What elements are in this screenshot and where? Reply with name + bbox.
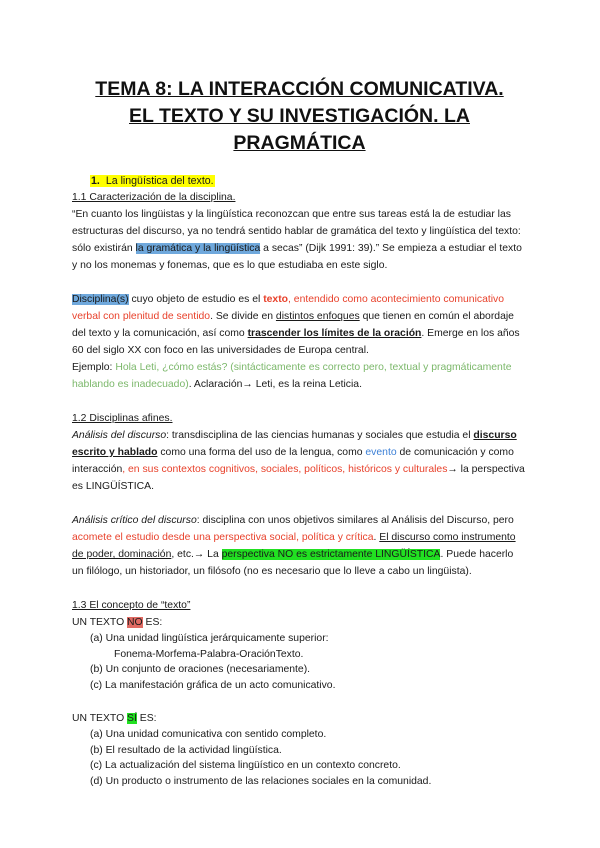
discipline-highlight: Disciplina(s) bbox=[72, 294, 129, 305]
list-item bbox=[90, 678, 527, 694]
item-mark: (a) bbox=[90, 633, 103, 644]
si-prefix: UN TEXTO bbox=[72, 713, 128, 724]
limits-keyword: trascender los límites de la oración bbox=[247, 328, 422, 339]
list-item bbox=[90, 727, 527, 743]
critical-discourse-label: Análisis crítico del discurso bbox=[72, 515, 197, 526]
item-mark: (d) bbox=[90, 775, 103, 787]
da-text-1: : transdisciplina de las ciencias humanas y sociales que estudia el bbox=[166, 430, 474, 441]
da-text-2: como una forma del uso de la lengua, como bbox=[157, 447, 366, 458]
no-suffix: ES: bbox=[142, 617, 163, 628]
discourse-analysis-label: Análisis del discurso bbox=[72, 430, 167, 441]
subsection-1-1-heading: 1.1 Caracterización de la disciplina. bbox=[72, 192, 236, 203]
item-mark: (a) bbox=[90, 729, 103, 740]
list-item bbox=[90, 758, 527, 774]
example-paragraph bbox=[72, 359, 527, 393]
cda-power: El discurso como instrumento de poder, dominación bbox=[72, 532, 516, 560]
critical-discourse-paragraph bbox=[72, 512, 527, 580]
cda-text-4: . Puede hacerlo un filólogo, un historiador, un filósofo (no es necesario que lo lleve a cabo un lingüista). bbox=[72, 549, 514, 577]
cda-highlight: perspectiva NO es estrictamente LINGÜÍSTICA bbox=[221, 549, 441, 560]
list-item bbox=[90, 774, 527, 790]
document-page bbox=[72, 76, 527, 789]
item-text: Un conjunto de oraciones (necesariamente). bbox=[105, 664, 311, 675]
texto-keyword: texto bbox=[263, 294, 289, 305]
discipline-text-3: que tienen en común el abordaje del texto y la comunicación, así como bbox=[72, 311, 514, 339]
no-highlight: NO bbox=[127, 617, 143, 628]
example-clarification: . Aclaración→ Leti, es la reina Leticia. bbox=[188, 379, 362, 390]
si-suffix: ES: bbox=[136, 713, 157, 724]
da-contexts: , en sus contextos cognitivos, sociales, políticos, históricos y culturales bbox=[122, 464, 448, 475]
title-line-1: TEMA 8: LA INTERACCIÓN COMUNICATIVA. bbox=[95, 78, 504, 100]
section-1-highlight bbox=[90, 175, 215, 187]
cda-text-1: : disciplina con unos objetivos similares al Análisis del Discurso, pero bbox=[196, 515, 514, 526]
list-item bbox=[90, 631, 527, 662]
texto-no-heading bbox=[72, 614, 527, 631]
cda-text-2: . bbox=[373, 532, 380, 543]
section-1-number: 1. bbox=[91, 175, 100, 187]
da-text-4: → la perspectiva es LINGÜÍSTICA. bbox=[72, 464, 525, 492]
item-text: La manifestación gráfica de un acto comunicativo. bbox=[105, 679, 336, 691]
quote-paragraph bbox=[72, 206, 527, 274]
quote-highlight: la gramática y la lingüística bbox=[135, 243, 261, 254]
list-item bbox=[90, 662, 527, 678]
item-mark: (b) bbox=[90, 744, 103, 756]
texto-si-list bbox=[72, 727, 527, 789]
title-line-2: EL TEXTO Y SU INVESTIGACIÓN. LA bbox=[129, 105, 470, 127]
texto-no-list bbox=[72, 631, 527, 693]
example-quote: Hola Leti, ¿cómo estás? (sintácticamente es correcto pero, textual y pragmáticamente hablando es inadecuado) bbox=[72, 362, 512, 390]
discipline-text-4: . Emerge en los años 60 del siglo XX con foco en las universidades de Europa central. bbox=[72, 328, 520, 356]
item-text: Una unidad lingüística jerárquicamente superior: bbox=[105, 633, 329, 644]
item-mark: (c) bbox=[90, 760, 103, 771]
item-text: Un producto o instrumento de las relaciones sociales en la comunidad. bbox=[105, 775, 432, 787]
example-label: Ejemplo: bbox=[72, 362, 116, 373]
discipline-text: cuyo objeto de estudio es el bbox=[128, 294, 264, 305]
cda-perspective: acomete el estudio desde una perspectiva social, política y crítica bbox=[72, 532, 374, 543]
quote-text: “En cuanto los lingüistas y la lingüística reconozcan que entre sus tareas está la de estudiar las estructuras del discurso, ya no tendrá sentido hablar de gramática del texto y lingüística del texto: sólo existirán bbox=[72, 209, 521, 254]
section-1-label: La lingüística del texto. bbox=[105, 175, 214, 187]
item-text: Una unidad comunicativa con sentido completo. bbox=[105, 729, 327, 740]
item-subtext: Fonema-Morfema-Palabra-OraciónTexto. bbox=[114, 648, 304, 660]
item-mark: (c) bbox=[90, 679, 103, 691]
list-item bbox=[90, 743, 527, 759]
section-1-heading bbox=[90, 173, 527, 189]
no-prefix: UN TEXTO bbox=[72, 617, 128, 628]
da-text-3: de comunicación y como interacción bbox=[72, 447, 514, 475]
enfoques-underline: distintos enfoques bbox=[275, 311, 360, 322]
discipline-text-2: . Se divide en bbox=[210, 311, 276, 322]
item-text: La actualización del sistema lingüístico en un contexto concreto. bbox=[105, 760, 401, 771]
item-mark: (b) bbox=[90, 664, 103, 675]
da-keyword: discurso escrito y hablado bbox=[72, 430, 517, 458]
cda-text-3: , etc.→ La bbox=[171, 549, 222, 560]
texto-definition: , entendido como acontecimiento comunicativo verbal con plenitud de sentido bbox=[72, 294, 505, 322]
texto-si-heading bbox=[72, 710, 527, 727]
quote-text-end: a secas” (Dijk 1991: 39).” Se empieza a estudiar el texto y no los monemas y fonemas, que es lo que estudiaba en este siglo. bbox=[72, 243, 522, 271]
discipline-paragraph bbox=[72, 291, 527, 359]
item-text: El resultado de la actividad lingüística. bbox=[105, 744, 282, 756]
si-highlight: SÍ bbox=[127, 713, 137, 724]
title-line-3: PRAGMÁTICA bbox=[233, 132, 366, 154]
discourse-analysis-paragraph bbox=[72, 427, 527, 495]
da-evento: evento bbox=[365, 447, 397, 458]
subsection-1-2-heading: 1.2 Disciplinas afines. bbox=[72, 413, 173, 424]
subsection-1-3-heading: 1.3 El concepto de “texto” bbox=[72, 600, 191, 611]
page-title bbox=[72, 76, 527, 157]
